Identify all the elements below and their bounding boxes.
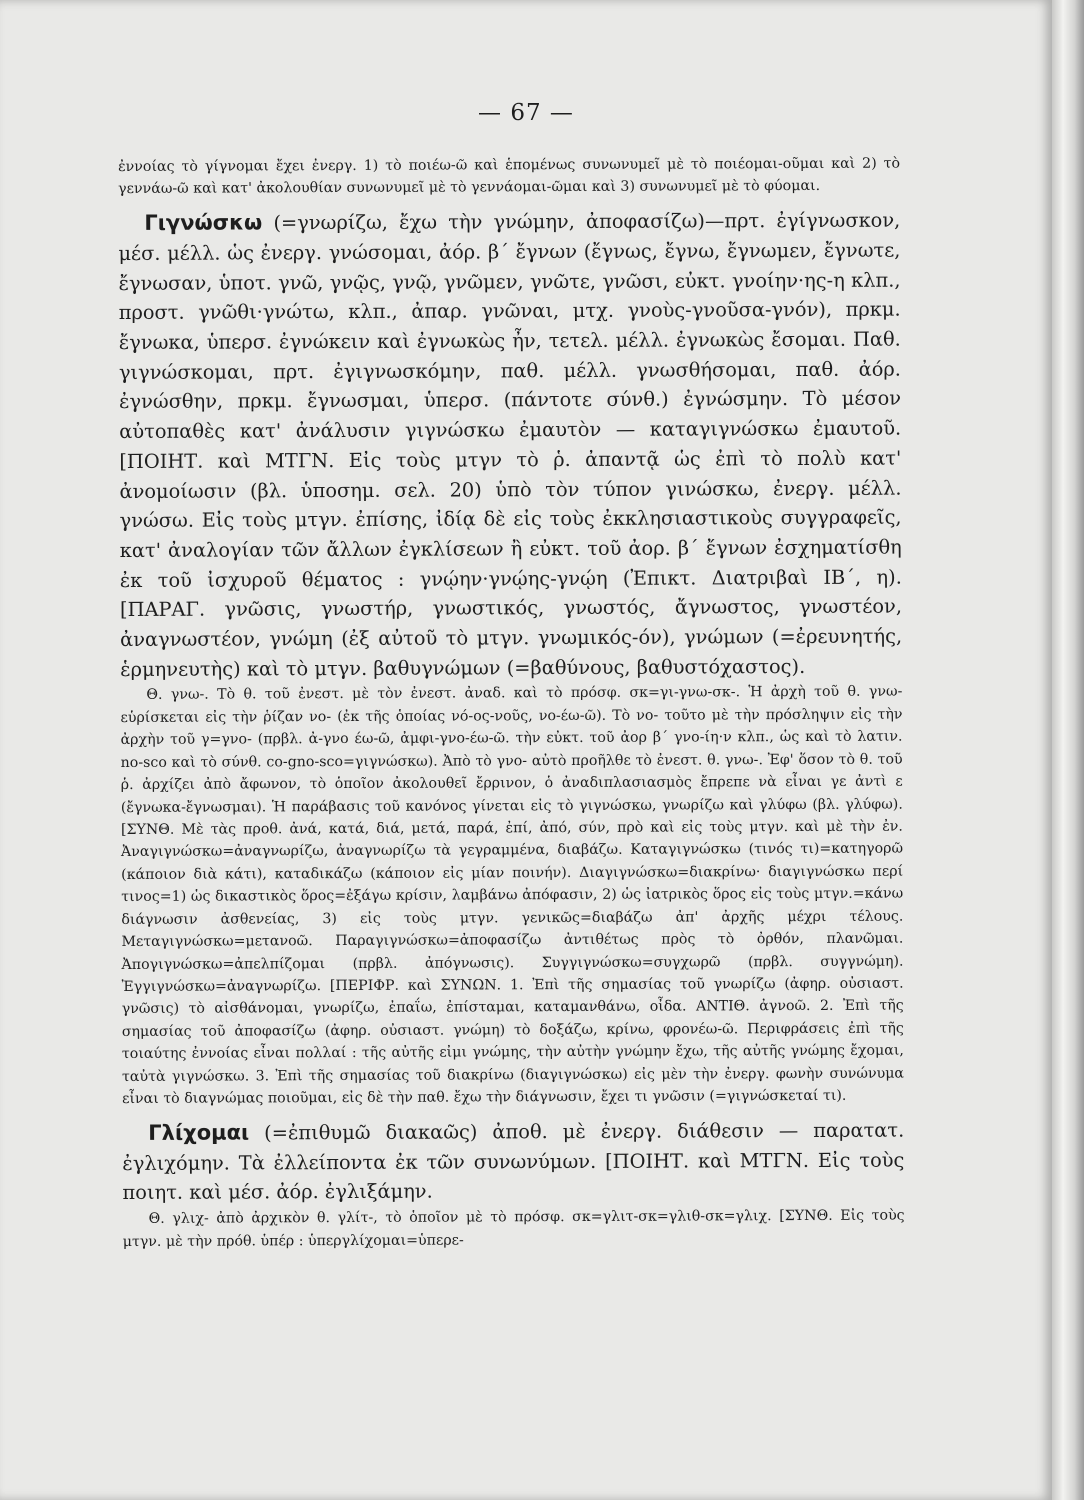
headword-glichomai: Γλίχομαι xyxy=(148,1120,250,1145)
notes-glichomai: Θ. γλιχ- ἀπὸ ἀρχικὸν θ. γλίτ-, τὸ ὁποῖον μὲ τὸ πρόσφ. σκ=γλιτ-σκ=γλιθ-σκ=γλιχ. [ΣΥΝΘ. Εἰς τοὺς μτγν. μὲ τὴν πρόθ. ὑπέρ : ὑπεργλίχομαι=ὑπερε- xyxy=(122,1207,905,1250)
page-number: — 67 — xyxy=(478,100,574,126)
notes-gignosko: Θ. γνω-. Τὸ θ. τοῦ ἐνεστ. μὲ τὸν ἐνεστ. ἀναδ. καὶ τὸ πρόσφ. σκ=γι-γνω-σκ-. Ἡ ἀρχὴ τοῦ θ. γνω- εὑρίσκεται εἰς τὴν ῥίζαν νο- (ἐκ τῆς ὁποίας νό-ος-νοῦς, νο-έω-ῶ). Τὸ νο- τοῦτο μὲ τὴν πρόσληψιν εἰς τὴν ἀρχὴν τοῦ γ=γνο- (πρβλ. ἀ-γνο έω-ῶ, ἀμφι-γνο-έω-ῶ. τὴν εὐκτ. τοῦ ἀορ β΄ γνο-ίη·ν κλπ., ὡς καὶ τὸ λατιν. no-sco καὶ τὸ σύνθ. co-gno-sco=γιγνώσκω). Ἀπὸ τὸ γνο- αὐτὸ προῆλθε τὸ ἐνεστ. θ. γνω-. Ἐφ' ὅσον τὸ θ. τοῦ ῥ. ἀρχίζει ἀπὸ ἄφωνον, τὸ ὁποῖον ἀκολουθεῖ ἔρρινον, ὁ ἀναδιπλασιασμὸς ἔπρεπε νὰ εἶναι γε ἀντὶ ε (ἔγνωκα-ἔγνωσμαι). Ἡ παράβασις τοῦ κανόνος γίνεται εἰς τὸ γιγνώσκω, γνωρίζω καὶ γλύφω (βλ. γλύφω). [ΣΥΝΘ. Μὲ τὰς προθ. ἀνά, κατά, διά, μετά, παρά, ἐπί, ἀπό, σύν, πρὸ καὶ εἰς τοὺς μτγν. καὶ μὲ τὴν ἐν. Ἀναγιγνώσκω=ἀναγνωρίζω, ἀναγνωρίζω τὰ γεγραμμένα, διαβάζω. Καταγιγνώσκω (τινός τι)=κατηγορῶ (κάποιον διὰ κάτι), καταδικάζω (κάποιον εἰς μίαν ποινήν). Διαγιγνώσκω=διακρίνω· διαγιγνώσκω περί τινος=1) ὡς δικαστικὸς ὅρος=ἐξάγω κρίσιν, λαμβάνω ἀπόφασιν, 2) ὡς ἰατρικὸς ὅρος εἰς τοὺς μτγν.=κάνω διάγνωσιν ἀσθενείας, 3) εἰς τοὺς μτγν. γενικῶς=διαβάζω ἀπ' ἀρχῆς μέχρι τέλους. Μεταγιγνώσκω=μετανοῶ. Παραγιγνώσκω=ἀποφασίζω ἀντιθέτως πρὸς τὸ ὀρθόν, πλανῶμαι. Ἀπογιγνώσκω=ἀπελπίζομαι (πρβλ. ἀπόγνωσις). Συγγιγνώσκω=συγχωρῶ (πρβλ. συγγνώμη). Ἐγγιγνώσκω=ἀναγνωρίζω. [ΠΕΡΙΦΡ. καὶ ΣΥΝΩΝ. 1. Ἐπὶ τῆς σημασίας τοῦ γνωρίζω (ἀφηρ. οὐσιαστ. γνῶσις) τὸ αἰσθάνομαι, γνωρίζω, ἐπαΐω, ἐπίσταμαι, καταμανθάνω, οἶδα. ΑΝΤΙΘ. ἀγνοῶ. 2. Ἐπὶ τῆς σημασίας τοῦ ἀποφασίζω (ἀφηρ. οὐσιαστ. γνώμη) τὸ δοξάζω, κρίνω, φρονέω-ῶ. Περιφράσεις ἐπὶ τῆς τοιαύτης ἐννοίας εἶναι πολλαί : τῆς αὐτῆς εἰμι γνώμης, τὴν αὐτὴν γνώμην ἔχω, τῆς αὐτῆς γνώμης ἔχομαι, ταὐτὰ γιγνώσκω. 3. Ἐπὶ τῆς σημασίας τοῦ διακρίνω (διαγιγνώσκω) εἰς μὲν τὴν ἐνεργ. φωνὴν συνώνυμα εἶναι τὸ διαγνώμας ποιοῦμαι, εἰς δὲ τὴν παθ. ἔχω τὴν διάγνωσιν, ἔχει τι γνῶσιν (=γιγνώσκεταί τι). xyxy=(120,683,905,1108)
page-text xyxy=(118,153,905,1253)
entry-gignosko-body: (=γνωρίζω, ἔχω τὴν γνώμην, ἀποφασίζω)—πρτ. ἐγίγνωσκον, μέσ. μέλλ. ὡς ἐνεργ. γνώσομαι, ἀόρ. β΄ ἔγνων (ἔγνως, ἔγνω, ἔγνωμεν, ἔγνωτε, ἔγνωσαν, ὑποτ. γνῶ, γνῷς, γνῷ, γνῶμεν, γνῶτε, γνῶσι, εὐκτ. γνοίην·ης-η κλπ., προστ. γνῶθι·γνώτω, κλπ., ἀπαρ. γνῶναι, μτχ. γνοὺς-γνοῦσα-γνόν), πρκμ. ἔγνωκα, ὑπερσ. ἐγνώκειν καὶ ἐγνωκὼς ἦν, τετελ. μέλλ. ἐγνωκὼς ἔσομαι. Παθ. γιγνώσκομαι, πρτ. ἐγιγνωσκόμην, παθ. μέλλ. γνωσθήσομαι, παθ. ἀόρ. ἐγνώσθην, πρκμ. ἔγνωσμαι, ὑπερσ. (πάντοτε σύνθ.) ἐγνώσμην. Τὸ μέσον αὐτοπαθὲς κατ' ἀνάλυσιν γιγνώσκω ἐμαυτὸν — καταγιγνώσκω ἐμαυτοῦ. [ΠΟΙΗΤ. καὶ ΜΤΓΝ. Εἰς τοὺς μτγν τὸ ῥ. ἀπαντᾷ ὡς ἐπὶ τὸ πολὺ κατ' ἀνομοίωσιν (βλ. ὑποσημ. σελ. 20) ὑπὸ τὸν τύπον γινώσκω, ἐνεργ. μέλλ. γνώσω. Εἰς τοὺς μτγν. ἐπίσης, ἰδίᾳ δὲ εἰς τοὺς ἐκκλησιαστικοὺς συγγραφεῖς, κατ' ἀναλογίαν τῶν ἄλλων ἐγκλίσεων ἢ εὐκτ. τοῦ ἀορ. β΄ ἔγνων ἐσχηματίσθη ἐκ τοῦ ἰσχυροῦ θέματος : γνῴην·γνῴης-γνῴη (Ἐπικτ. Διατριβαὶ ΙΒ΄, η). [ΠΑΡΑΓ. γνῶσις, γνωστήρ, γνωστικός, γνωστός, ἄγνωστος, γνωστέον, ἀναγνωστέον, γνώμη (ἐξ αὐτοῦ τὸ μτγν. γνωμικός-όν), γνώμων (=ἐρευνητής, ἑρμηνευτὴς) καὶ τὸ μτγν. βαθυγνώμων (=βαθύνους, βαθυστόχαστος). xyxy=(118,208,903,681)
entry-glichomai xyxy=(122,1113,904,1208)
page-edge xyxy=(1052,0,1084,1500)
headword-gignosko: Γιγνώσκω xyxy=(144,210,263,235)
entry-gignosko xyxy=(118,203,902,684)
entry-glichomai-body: (=ἐπιθυμῶ διακαῶς) ἀποθ. μὲ ἐνεργ. διάθεσιν — παρατατ. ἐγλιχόμην. Τὰ ἐλλείποντα ἐκ τῶν συνωνύμων. [ΠΟΙΗΤ. καὶ ΜΤΓΝ. Εἰς τοὺς ποιητ. καὶ μέσ. ἀόρ. ἐγλιξάμην. xyxy=(122,1118,905,1205)
continuation-paragraph: ἐννοίας τὸ γίγνομαι ἔχει ἐνεργ. 1) τὸ ποιέω-ῶ καὶ ἑπομένως συνωνυμεῖ μὲ τὸ ποιέομαι-οῦμαι καὶ 2) τὸ γεννάω-ῶ καὶ κατ' ἀκολουθίαν συνωνυμεῖ μὲ τὸ γεννάομαι-ῶμαι καὶ 3) συνωνυμεῖ μὲ τὸ φύομαι. xyxy=(118,155,901,198)
